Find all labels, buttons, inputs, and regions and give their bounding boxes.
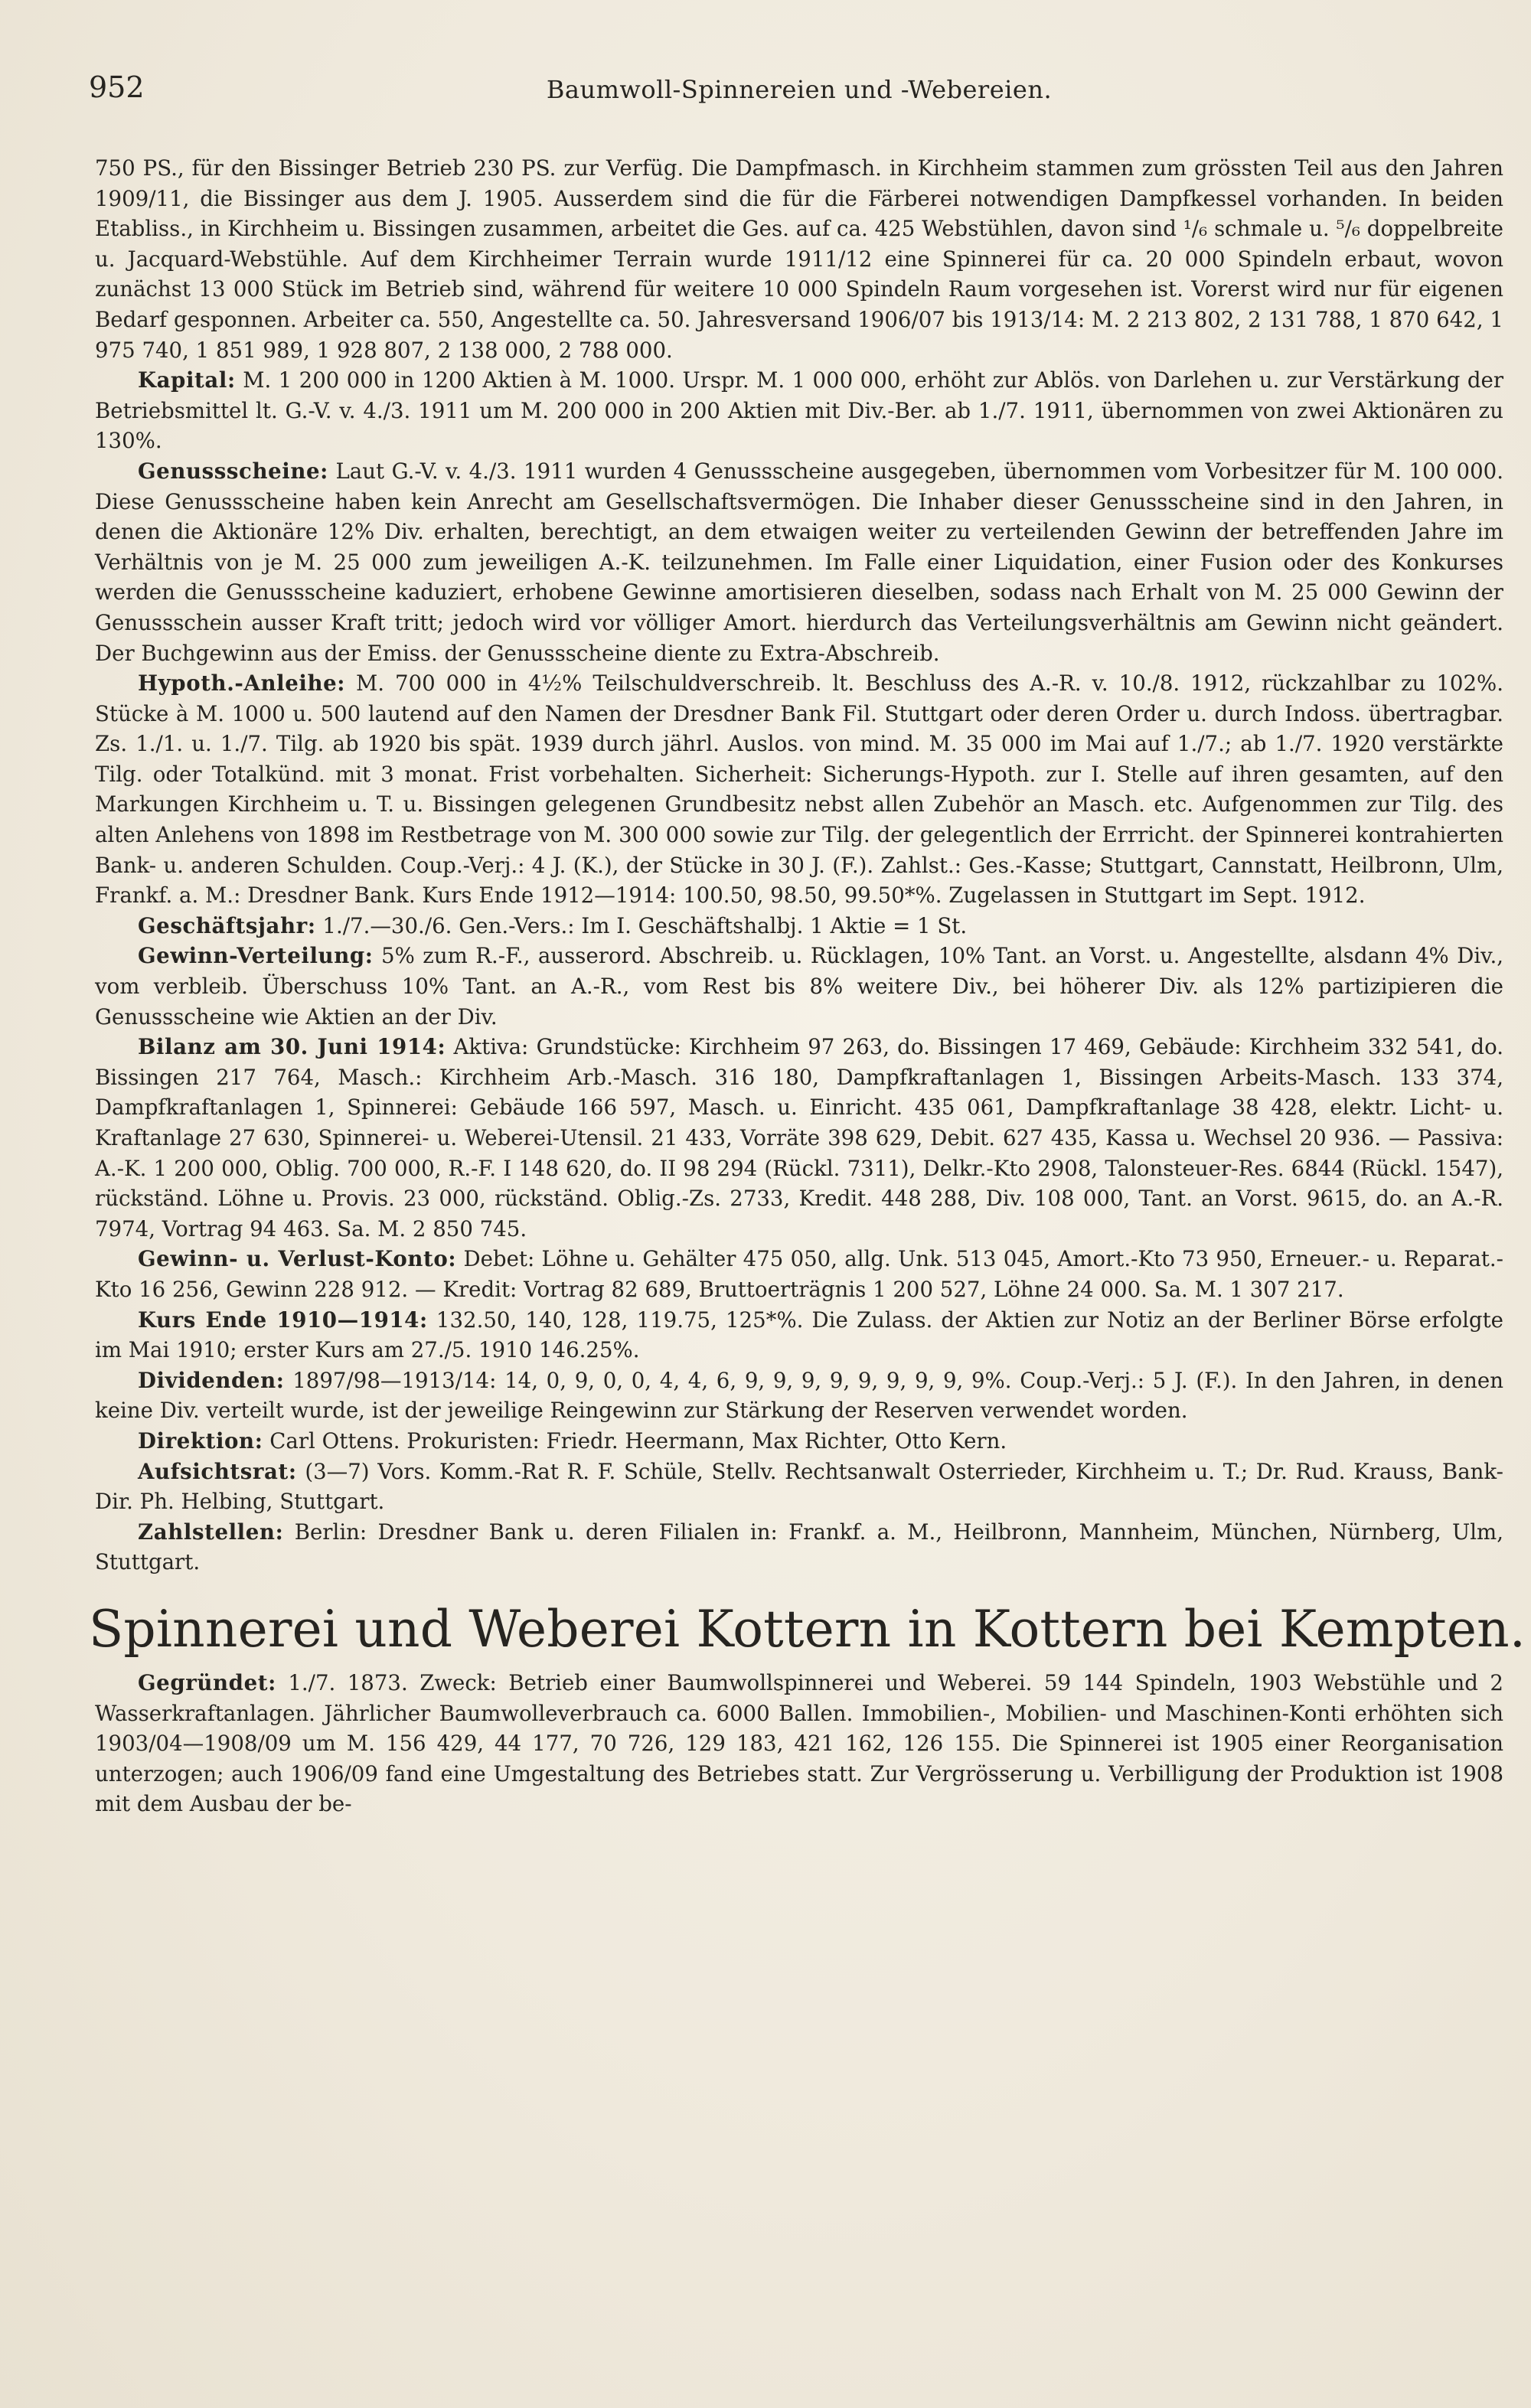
paragraph-text: 1897/98—1913/14: 14, 0, 9, 0, 0, 4, 4, 6, 9, 9, 9, 9, 9, 9, 9, 9, 9%. Coup.-Verj.: 5 J. (F.). In den Jahren, in denen keine Div. verteilt wurde, ist der jeweilige Reingewinn zur Stärkung der Reserven verwendet worden. <box>95 1367 1503 1424</box>
paragraph-text: Carl Ottens. Prokuristen: Friedr. Heermann, Max Richter, Otto Kern. <box>269 1428 1007 1454</box>
paragraph-text: 750 PS., für den Bissinger Betrieb 230 PS. zur Verfüg. Die Dampfmasch. in Kirchheim stammen zum grössten Teil aus den Jahren 1909/11, die Bissinger aus dem J. 1905. Ausserdem sind die für die Färberei notwendigen Dampfkessel vorhanden. In beiden Etabliss., in Kirchheim u. Bissingen zusammen, arbeitet die Ges. auf ca. 425 Webstühlen, davon sind ¹/₆ schmale u. ⁵/₆ doppelbreite u. Jacquard-Webstühle. Auf dem Kirchheimer Terrain wurde 1911/12 eine Spinnerei für ca. 20 000 Spindeln erbaut, wovon zunächst 13 000 Stück im Betrieb sind, während für weitere 10 000 Spindeln Raum vorgesehen ist. Vorerst wird nur für eigenen Bedarf gesponnen. Arbeiter ca. 550, Angestellte ca. 50. Jahresversand 1906/07 bis 1913/14: M. 2 213 802, 2 131 788, 1 870 642, 1 975 740, 1 851 989, 1 928 807, 2 138 000, 2 788 000. <box>95 155 1503 363</box>
section-label: Kapital: <box>138 367 236 393</box>
paragraph-text: 132.50, 140, 128, 119.75, 125*%. Die Zulass. der Aktien zur Notiz an der Berliner Börse erfolgte im Mai 1910; erster Kurs am 27./5. 1910 146.25%. <box>95 1307 1504 1363</box>
section-label: Aufsichtsrat: <box>138 1458 297 1484</box>
paragraph-text: Debet: Löhne u. Gehälter 475 050, allg. Unk. 513 045, Amort.-Kto 73 950, Erneuer.- u. Reparat.-Kto 16 256, Gewinn 228 912. — Kredit: Vortrag 82 689, Bruttoerträgnis 1 200 527, Löhne 24 000. Sa. M. 1 307 217. <box>95 1246 1503 1302</box>
paragraph-text: Aktiva: Grundstücke: Kirchheim 97 263, do. Bissingen 17 469, Gebäude: Kirchheim 332 541, do. Bissingen 217 764, Masch.: Kirchheim Arb.-Masch. 316 180, Dampfkraftanlagen 1, Bissingen Arbeits-Masch. 133 374, Dampfkraftanlagen 1, Spinnerei: Gebäude 166 597, Masch. u. Einricht. 435 061, Dampfkraftanlage 38 428, elektr. Licht- u. Kraftanlage 27 630, Spinnerei- u. Weberei-Utensil. 21 433, Vorräte 398 629, Debit. 627 435, Kassa u. Wechsel 20 936. — Passiva: A.-K. 1 200 000, Oblig. 700 000, R.-F. I 148 620, do. II 98 294 (Rückl. 7311), Delkr.-Kto 2908, Talonsteuer-Res. 6844 (Rückl. 1547), rückständ. Löhne u. Provis. 23 000, rückständ. Oblig.-Zs. 2733, Kredit. 448 288, Div. 108 000, Tant. an Vorst. 9615, do. an A.-R. 7974, Vortrag 94 463. Sa. M. 2 850 745. <box>95 1034 1503 1242</box>
section-label: Bilanz am 30. Juni 1914: <box>138 1034 446 1060</box>
paragraph-text: M. 1 200 000 in 1200 Aktien à M. 1000. Urspr. M. 1 000 000, erhöht zur Ablös. von Darlehen u. zur Verstärkung der Betriebsmittel lt. G.-V. v. 4./3. 1911 um M. 200 000 in 200 Aktien mit Div.-Ber. ab 1./7. 1911, übernommen von zwei Aktionären zu 130%. <box>95 367 1504 454</box>
section-label: Zahlstellen: <box>138 1519 284 1545</box>
section-label: Geschäftsjahr: <box>138 912 316 938</box>
paragraph-text: M. 700 000 in 4½% Teilschuldverschreib. lt. Beschluss des A.-R. v. 10./8. 1912, rückzahlbar zu 102%. Stücke à M. 1000 u. 500 lautend auf den Namen der Dresdner Bank Fil. Stuttgart oder deren Order u. durch Indoss. übertragbar. Zs. 1./1. u. 1./7. Tilg. ab 1920 bis spät. 1939 durch jährl. Auslos. von mind. M. 35 000 im Mai auf 1./7.; ab 1./7. 1920 verstärkte Tilg. oder Totalkünd. mit 3 monat. Frist vorbehalten. Sicherheit: Sicherungs-Hypoth. zur I. Stelle auf ihren gesamten, auf den Markungen Kirchheim u. T. u. Bissingen gelegenen Grundbesitz nebst allen Zubehör an Masch. etc. Aufgenommen zur Tilg. des alten Anlehens von 1898 im Restbetrage von M. 300 000 sowie zur Tilg. der gelegentlich der Errricht. der Spinnerei kontrahierten Bank- u. anderen Schulden. Coup.-Verj.: 4 J. (K.), der Stücke in 30 J. (F.). Zahlst.: Ges.-Kasse; Stuttgart, Cannstatt, Heilbronn, Ulm, Frankf. a. M.: Dresdner Bank. Kurs Ende 1912—1914: 100.50, 98.50, 99.50*%. Zugelassen in Stuttgart im Sept. 1912. <box>95 671 1503 909</box>
paragraph-text: Laut G.-V. v. 4./3. 1911 wurden 4 Genussscheine ausgegeben, übernommen vom Vorbesitzer für M. 100 000. Diese Genussscheine haben kein Anrecht am Gesellschaftsvermögen. Die Inhaber dieser Genussscheine sind in den Jahren, in denen die Aktionäre 12% Div. erhalten, berechtigt, an dem etwaigen weiter zu verteilenden Gewinn der betreffenden Jahre im Verhältnis von je M. 25 000 zum jeweiligen A.-K. teilzunehmen. Im Falle einer Liquidation, einer Fusion oder des Konkurses werden die Genussscheine kaduziert, erhobene Gewinne amortisieren dieselben, sodass nach Erhalt von M. 25 000 Gewinn der Genussschein ausser Kraft tritt; jedoch wird vor völliger Amort. hierdurch das Verteilungsverhältnis am Gewinn nicht geändert. Der Buchgewinn aus der Emiss. der Genussscheine diente zu Extra-Abschreib. <box>95 458 1503 666</box>
mortgage-loan-paragraph <box>95 668 1503 911</box>
capital-paragraph <box>95 365 1503 456</box>
paragraph-text: 1./7. 1873. Zweck: Betrieb einer Baumwollspinnerei und Weberei. 59 144 Spindeln, 1903 Webstühle und 2 Wasserkraftanlagen. Jährlicher Baumwolleverbrauch ca. 6000 Ballen. Immobilien-, Mobilien- und Maschinen-Konti erhöhten sich 1903/04—1908/09 um M. 156 429, 44 177, 70 726, 129 183, 421 162, 126 155. Die Spinnerei ist 1905 einer Reorganisation unterzogen; auch 1906/09 fand eine Umgestaltung des Betriebes statt. Zur Vergrösserung u. Verbilligung der Produktion ist 1908 mit dem Ausbau der be- <box>95 1669 1503 1817</box>
page-number: 952 <box>89 70 145 104</box>
article-body <box>89 153 1526 1819</box>
genussscheine-paragraph <box>95 456 1503 668</box>
page-header <box>89 70 1503 116</box>
section-label: Genussscheine: <box>138 458 328 484</box>
section-label: Direktion: <box>138 1428 263 1454</box>
section-label: Gegründet: <box>138 1669 276 1695</box>
balance-sheet-paragraph <box>95 1032 1503 1244</box>
intro-paragraph <box>95 153 1503 365</box>
paragraph-text: Berlin: Dresdner Bank u. deren Filialen in: Frankf. a. M., Heilbronn, Mannheim, München, Nürnberg, Ulm, Stuttgart. <box>95 1519 1503 1575</box>
running-title: Baumwoll-Spinnereien und -Webereien. <box>546 75 1053 104</box>
management-paragraph <box>95 1426 1503 1457</box>
paragraph-text: 5% zum R.-F., ausserord. Abschreib. u. Rücklagen, 10% Tant. an Vorst. u. Angestellte, alsdann 4% Div., vom verbleib. Überschuss 10% Tant. an A.-R., vom Rest bis 8% weitere Div., bei höherer Div. als 12% partizipieren die Genussscheine wie Aktien an der Div. <box>95 943 1503 1029</box>
company-heading: Spinnerei und Weberei Kottern in Kottern bei Kempten. <box>89 1599 1526 1659</box>
section-label: Hypoth.-Anleihe: <box>138 671 346 697</box>
paying-agents-paragraph <box>95 1517 1503 1578</box>
dividends-paragraph <box>95 1366 1503 1426</box>
share-price-paragraph <box>95 1305 1503 1366</box>
paragraph-text: 1./7.—30./6. Gen.-Vers.: Im I. Geschäftshalbj. 1 Aktie = 1 St. <box>322 912 968 938</box>
profit-distribution-paragraph <box>95 941 1503 1032</box>
supervisory-board-paragraph <box>95 1457 1503 1517</box>
section-label: Gewinn-Verteilung: <box>138 943 374 969</box>
section-label: Dividenden: <box>138 1367 285 1393</box>
section-label: Kurs Ende 1910—1914: <box>138 1307 428 1333</box>
founding-paragraph <box>95 1668 1503 1819</box>
fiscal-year-paragraph <box>95 911 1503 941</box>
section-label: Gewinn- u. Verlust-Konto: <box>138 1246 457 1272</box>
paragraph-text: (3—7) Vors. Komm.-Rat R. F. Schüle, Stellv. Rechtsanwalt Osterrieder, Kirchheim u. T.; Dr. Rud. Krauss, Bank-Dir. Ph. Helbing, Stuttgart. <box>95 1458 1503 1515</box>
profit-loss-paragraph <box>95 1244 1503 1304</box>
